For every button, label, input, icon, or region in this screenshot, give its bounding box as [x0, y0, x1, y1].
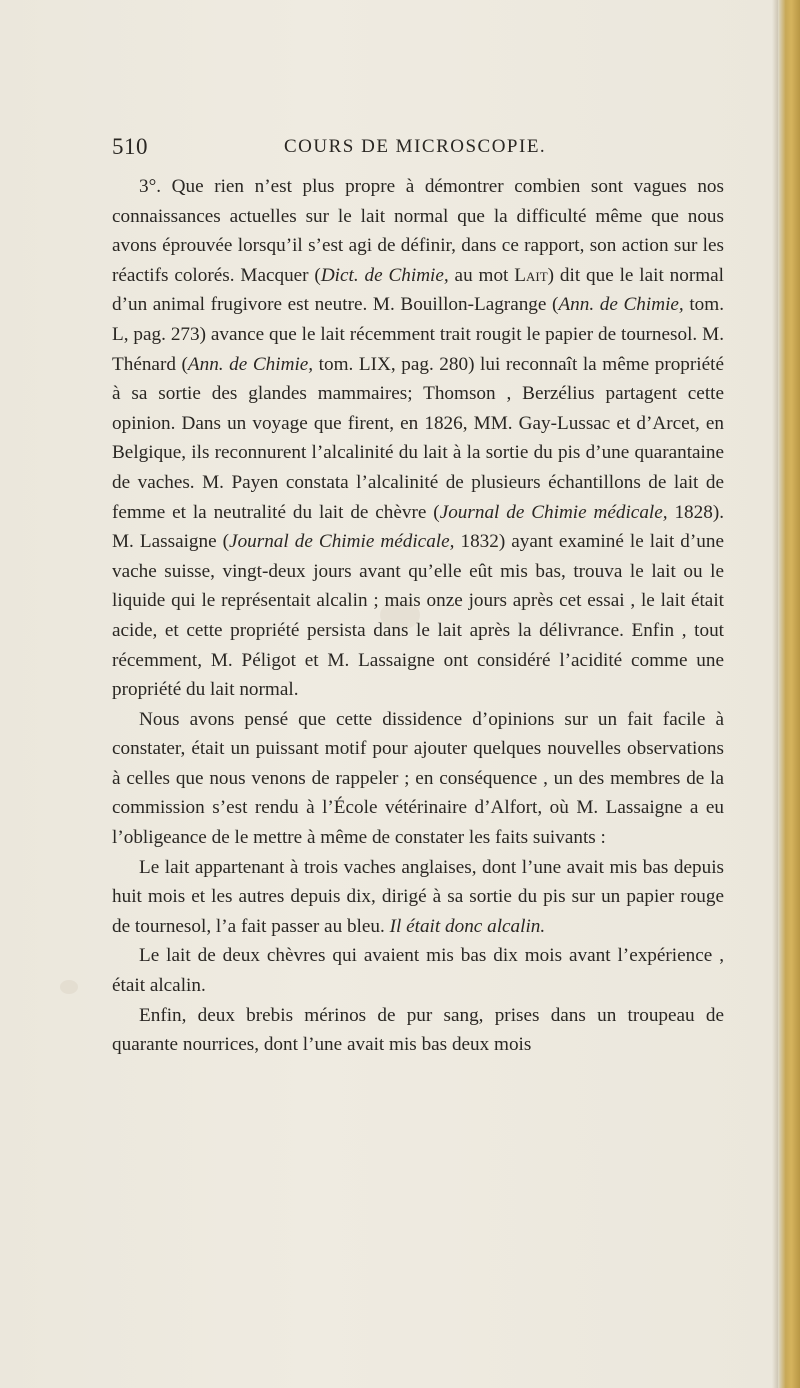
text-segment: Le lait de deux chèvres qui avaient mis bas dix mois avant l’expérience , était alcalin. — [112, 945, 724, 997]
page-number: 510 — [112, 134, 148, 159]
text-segment: tom. L, pag. 273) avance que le lait récemment trait rougit le papier de tournesol. M. Thénard ( — [112, 294, 725, 375]
italic-citation: Journal de Chimie médicale, — [439, 501, 668, 523]
italic-citation: Il était donc alcalin. — [389, 915, 546, 937]
italic-citation: Ann. de Chimie, — [187, 353, 314, 375]
paragraph — [112, 1001, 724, 1060]
text-segment: au mot — [448, 264, 515, 286]
text-segment: tom. LIX, pag. 280) lui reconnaît la même propriété à sa sortie des glandes mammaires; Thomson , Berzélius partagent cette opinion. Dans un voyage que firent, en 1826, MM. Gay-Lussac et d’Arcet, en Belgique, ils reconnurent l’alcalinité du lait à la sortie du pis d’une quarantaine de vaches. M. Payen constata l’alcalinité de plusieurs échantillons de lait de femme et la neutralité du lait de chèvre ( — [112, 353, 724, 523]
smallcaps-term: Lait — [514, 264, 548, 286]
text-segment: Le lait appartenant à trois vaches anglaises, dont l’une avait mis bas depuis huit mois et les autres depuis dix, dirigé à sa sortie du pis sur un papier rouge de tournesol, l’a fait passer au bleu. — [112, 856, 724, 937]
paragraph — [112, 705, 724, 853]
text-segment: ) dit que le lait normal d’un animal frugivore est neutre. M. Bouillon-Lagrange ( — [112, 264, 724, 316]
body-text — [112, 172, 724, 1060]
page-header — [112, 134, 722, 164]
paper-stain — [60, 980, 78, 994]
book-edge — [778, 0, 800, 1388]
paragraph — [112, 172, 724, 705]
italic-citation: Journal de Chimie médicale, — [229, 531, 455, 553]
italic-citation: Dict. de Chimie, — [320, 264, 449, 286]
text-segment: Nous avons pensé que cette dissidence d’opinions sur un fait facile à constater, était un puissant motif pour ajouter quelques nouvelles observations à celles que nous venons de rappeler ; en conséquence , un des membres de la commission s’est rendu à l’École vétérinaire d’Alfort, où M. Lassaigne a eu l’obligeance de le mettre à même de constater les faits suivants : — [112, 708, 724, 849]
text-segment: 3°. Que rien n’est plus propre à démontrer combien sont vagues nos connaissances actuelles sur le lait normal que la difficulté même que nous avons éprouvée lorsqu’il s’est agi de définir, dans ce rapport, son action sur les réactifs colorés. Macquer ( — [112, 176, 724, 286]
text-segment: Enfin, deux brebis mérinos de pur sang, prises dans un troupeau de quarante nourrices, dont l’une avait mis bas deux mois — [112, 1004, 724, 1056]
running-title: COURS DE MICROSCOPIE. — [284, 136, 547, 157]
text-segment: 1828). M. Lassaigne ( — [112, 501, 725, 553]
text-segment: 1832) ayant examiné le lait d’une vache suisse, vingt-deux jours avant qu’elle eût mis bas, trouva le lait ou le liquide qui le représentait alcalin ; mais onze jours après cet essai , le lait était acide, et cette propriété persista dans le lait après la délivrance. Enfin , tout récemment, M. Péligot et M. Lassaigne ont considéré l’acidité comme une propriété du lait normal. — [112, 531, 724, 701]
italic-citation: Ann. de Chimie, — [558, 294, 684, 316]
paragraph — [112, 853, 724, 942]
paragraph — [112, 941, 724, 1000]
